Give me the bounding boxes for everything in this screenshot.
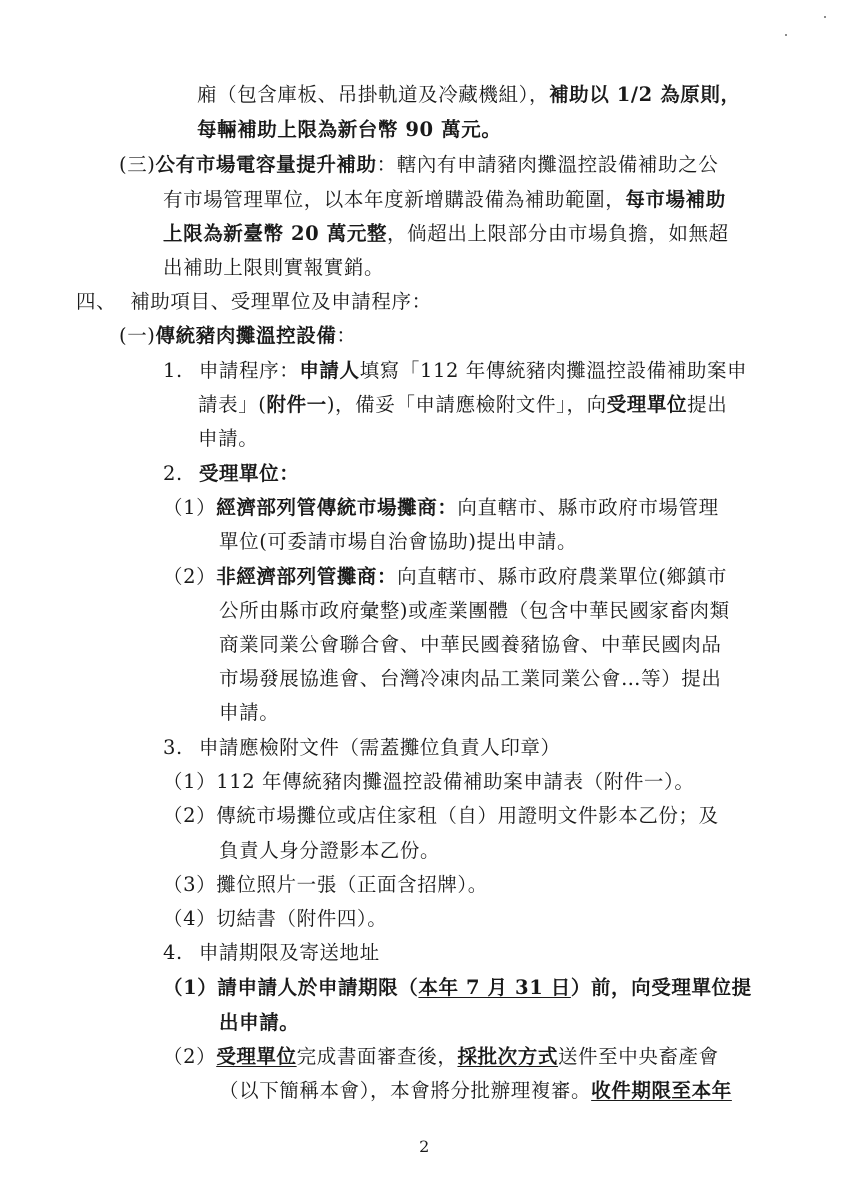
paragraph-line bbox=[219, 598, 730, 624]
text: 申請期限及寄送地址 bbox=[198, 941, 380, 964]
subitem-line bbox=[163, 803, 719, 829]
text: 申請程序： bbox=[198, 359, 300, 382]
subitem-line bbox=[163, 872, 488, 898]
bold-text: 申請人 bbox=[299, 359, 360, 382]
text: )，備妥「申請應檢附文件」，向 bbox=[326, 393, 607, 416]
text: 出補助上限則實報實銷。 bbox=[163, 256, 385, 279]
text: ，倘超出上限部分由市場負擔，如無超 bbox=[387, 222, 729, 245]
text: 有市場管理單位，以本年度新增購設備為補助範圍， bbox=[163, 188, 626, 211]
text: 向直轄市、縣市政府市場管理 bbox=[457, 496, 719, 519]
text: 送件至中央畜產會 bbox=[557, 1045, 719, 1068]
paragraph-line bbox=[219, 529, 577, 555]
text: 112 年傳統豬肉攤溫控設備補助案申請表（附件一）。 bbox=[216, 770, 695, 793]
text: 請表」( bbox=[198, 393, 267, 416]
text: 負責人身分證影本乙份。 bbox=[219, 839, 441, 862]
subitem-marker: （2） bbox=[163, 565, 217, 588]
scan-speck bbox=[824, 16, 826, 18]
bold-text: 出申請。 bbox=[219, 1011, 300, 1034]
underlined-bold-text: 受理單位 bbox=[216, 1045, 297, 1068]
text: 切結書（附件四）。 bbox=[216, 907, 388, 930]
paragraph-line bbox=[219, 666, 722, 692]
text: 攤位照片一張（正面含招牌）。 bbox=[216, 873, 488, 896]
bold-text: 補助以 1/2 為原則， bbox=[549, 83, 741, 106]
bold-text: 經濟部列管傳統市場攤商： bbox=[216, 496, 458, 519]
text: 補助項目、受理單位及申請程序： bbox=[130, 290, 432, 313]
underlined-bold-text: 收件期限至本年 bbox=[591, 1079, 732, 1102]
item-marker: 4. bbox=[163, 941, 183, 964]
subitem-marker: （3） bbox=[163, 873, 217, 896]
subitem-line bbox=[163, 906, 387, 932]
item-marker: 1. bbox=[163, 359, 183, 382]
text: 市場發展協進會、台灣冷凍肉品工業同業公會…等）提出 bbox=[219, 667, 722, 690]
item-marker: (一) bbox=[119, 324, 156, 347]
item-marker: 3. bbox=[163, 736, 183, 759]
paragraph-line bbox=[198, 392, 727, 418]
bold-text: 傳統豬肉攤溫控設備 bbox=[155, 324, 337, 347]
text: 傳統市場攤位或店住家租（自）用證明文件影本乙份；及 bbox=[216, 804, 719, 827]
subitem-marker: （1） bbox=[163, 976, 218, 999]
section-marker: 四、 bbox=[76, 290, 117, 313]
paragraph-line bbox=[163, 255, 384, 281]
bold-text: 非經濟部列管攤商： bbox=[216, 565, 398, 588]
text: 單位(可委請市場自治會協助)提出申請。 bbox=[219, 530, 578, 553]
paragraph-line bbox=[219, 700, 279, 726]
subitem-marker: （1） bbox=[163, 496, 217, 519]
text: ： bbox=[336, 324, 357, 347]
item-3-heading bbox=[119, 152, 718, 178]
text: 填寫「112 年傳統豬肉攤溫控設備補助案申 bbox=[359, 359, 748, 382]
text: 向直轄市、縣市政府農業單位(鄉鎮市 bbox=[397, 565, 727, 588]
item-marker: 2. bbox=[163, 462, 183, 485]
paragraph-line bbox=[197, 117, 501, 143]
paragraph-line bbox=[219, 1010, 299, 1036]
subitem-marker: （2） bbox=[163, 804, 217, 827]
paragraph-line bbox=[198, 426, 258, 452]
underlined-bold-text: 採批次方式 bbox=[457, 1045, 558, 1068]
item-marker: (三) bbox=[119, 153, 156, 176]
subitem-line bbox=[163, 564, 727, 590]
text: 申請。 bbox=[198, 427, 259, 450]
subitem-line bbox=[163, 495, 719, 521]
item-2-line bbox=[163, 461, 299, 487]
text: 廂（包含庫板、吊掛軌道及冷藏機組）， bbox=[197, 83, 550, 106]
bold-text: 附件一 bbox=[266, 393, 327, 416]
section-4-heading bbox=[76, 289, 432, 315]
bold-text: 公有市場電容量提升補助 bbox=[155, 153, 377, 176]
item-3-line bbox=[163, 735, 561, 761]
text: 完成書面審查後， bbox=[296, 1045, 458, 1068]
subitem-marker: （4） bbox=[163, 907, 217, 930]
scan-speck bbox=[785, 34, 787, 36]
bold-text: 受理單位： bbox=[198, 462, 300, 485]
item-4-line bbox=[163, 940, 380, 966]
bold-text: 請申請人於申請期限（ bbox=[217, 976, 419, 999]
bold-text: 每輛補助上限為新台幣 90 萬元。 bbox=[197, 118, 502, 141]
paragraph-line bbox=[197, 82, 741, 108]
subitem-marker: （1） bbox=[163, 770, 217, 793]
paragraph-line bbox=[219, 632, 722, 658]
text: （以下簡稱本會），本會將分批辦理複審。 bbox=[219, 1079, 592, 1102]
paragraph-line bbox=[163, 187, 726, 213]
text: 公所由縣市政府彙整)或產業團體（包含中華民國家畜肉類 bbox=[219, 599, 730, 622]
text: 商業同業公會聯合會、中華民國養豬協會、中華民國肉品 bbox=[219, 633, 722, 656]
subitem-line bbox=[163, 1044, 719, 1070]
paragraph-line bbox=[219, 1078, 732, 1104]
bold-text: 每市場補助 bbox=[625, 188, 726, 211]
text: 提出 bbox=[687, 393, 728, 416]
subitem-line bbox=[163, 975, 752, 1001]
text: 申請應檢附文件（需蓋攤位負責人印章） bbox=[198, 736, 561, 759]
bold-text: ）前，向受理單位提 bbox=[570, 976, 752, 999]
deadline-underlined: 本年 7 月 31 日 bbox=[418, 976, 571, 999]
subitem-line bbox=[163, 769, 695, 795]
paragraph-line bbox=[219, 838, 440, 864]
item-1-line bbox=[163, 358, 747, 384]
text: 申請。 bbox=[219, 701, 280, 724]
bold-text: 上限為新臺幣 20 萬元整 bbox=[163, 222, 388, 245]
page-number: 2 bbox=[419, 1137, 430, 1156]
paragraph-line bbox=[163, 221, 729, 247]
bold-text: 受理單位 bbox=[606, 393, 688, 416]
subsection-1-heading bbox=[119, 323, 357, 349]
text: ：轄內有申請豬肉攤溫控設備補助之公 bbox=[376, 153, 719, 176]
subitem-marker: （2） bbox=[163, 1045, 217, 1068]
